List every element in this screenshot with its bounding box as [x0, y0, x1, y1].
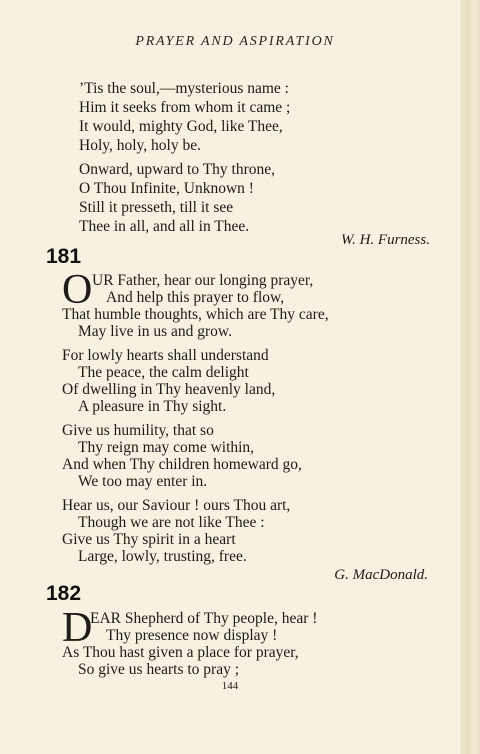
- verse-line: That humble thoughts, which are Thy care,: [62, 306, 329, 323]
- drop-cap: O: [62, 267, 93, 313]
- author-attribution: G. MacDonald.: [334, 567, 428, 583]
- verse-line: It would, mighty God, like Thee,: [79, 118, 283, 135]
- verse-line: Large, lowly, trusting, free.: [78, 548, 247, 565]
- verse-line: Still it presseth, till it see: [79, 199, 234, 216]
- verse-line: A pleasure in Thy sight.: [78, 398, 227, 415]
- verse-line: EAR Shepherd of Thy people, hear !: [90, 610, 318, 627]
- page-edge: [460, 0, 480, 754]
- verse-line: For lowly hearts shall understand: [62, 347, 269, 364]
- verse-line: We too may enter in.: [78, 473, 208, 490]
- verse-line: Holy, holy, holy be.: [79, 137, 201, 154]
- verse-line: The peace, the calm delight: [78, 364, 249, 381]
- hymn-number: 182: [46, 582, 82, 605]
- verse-line: Him it seeks from whom it came ;: [79, 99, 291, 116]
- verse-line: And help this prayer to flow,: [106, 289, 285, 306]
- verse-line: Thy presence now display !: [106, 627, 278, 644]
- hymn-number: 181: [46, 245, 82, 268]
- running-head: PRAYER AND ASPIRATION: [135, 34, 335, 49]
- page-number: 144: [221, 680, 239, 692]
- verse-line: May live in us and grow.: [78, 323, 232, 340]
- author-attribution: W. H. Furness.: [340, 232, 430, 248]
- drop-cap: D: [62, 605, 93, 651]
- verse-line: Thee in all, and all in Thee.: [79, 218, 250, 235]
- verse-line: Though we are not like Thee :: [78, 514, 265, 531]
- verse-line: Onward, upward to Thy throne,: [79, 161, 276, 178]
- verse-line: Hear us, our Saviour ! ours Thou art,: [62, 497, 291, 514]
- verse-line: Of dwelling in Thy heavenly land,: [62, 381, 276, 398]
- verse-line: As Thou hast given a place for prayer,: [62, 644, 299, 661]
- verse-line: Give us humility, that so: [62, 422, 214, 439]
- verse-line: Give us Thy spirit in a heart: [62, 531, 236, 548]
- verse-line: UR Father, hear our longing prayer,: [92, 272, 314, 289]
- verse-line: O Thou Infinite, Unknown !: [79, 180, 254, 197]
- verse-line: And when Thy children homeward go,: [62, 456, 302, 473]
- verse-line: Thy reign may come within,: [78, 439, 255, 456]
- verse-line: So give us hearts to pray ;: [78, 661, 240, 678]
- verse-line: ’Tis the soul,—mysterious name :: [79, 80, 289, 97]
